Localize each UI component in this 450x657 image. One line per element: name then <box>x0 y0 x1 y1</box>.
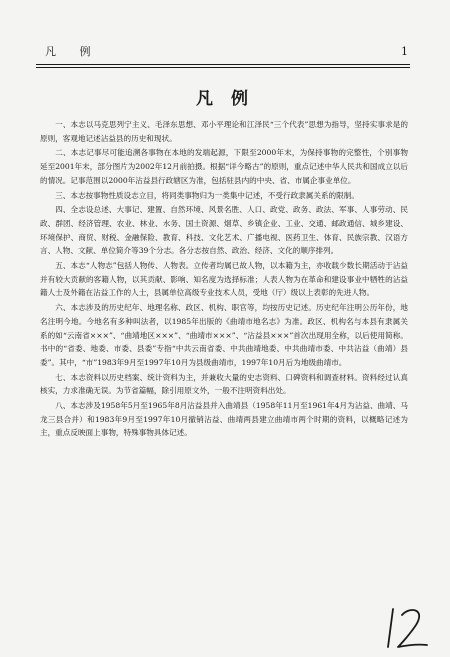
paragraph: 三、本志按事物性质设志立目，将同类事物归为一类集中记述，不受行政隶属关系的限制。 <box>55 190 359 200</box>
paragraph: 七、本志资料以历史档案、统计资料为主，并兼收大量的史志资料、口碑资料和调查材料。资料经过认真核实，力求准确无误。为节省篇幅，除引用原文外，一般不注明资料出处。 <box>40 372 408 396</box>
header-rule-top <box>36 64 410 65</box>
page-heading: 凡 例 <box>196 89 254 109</box>
paragraph: 四、全志设总述、大事记、建置、自然环境、风景名胜、人口、政党、政务、政法、军事、人事劳动、民政、群团、经济管理、农业、林业、水务、国土资源、烟草、乡镇企业、工业、交通、邮政通信、城乡建设、环境保护、商贸、财税、金融保险、教育、科技、文化艺术、广播电视、医药卫生、体育、民族宗教、汉语方言、人物、文献、单位简介等39个分志。各分志按自然、政治、经济、文化的顺序排列。 <box>40 205 408 256</box>
paragraph: 一、本志以马克思列宁主义、毛泽东思想、邓小平理论和江泽民“三个代表”思想为指导，坚持实事求是的原则，客观地记述沾益县的历史和现状。 <box>40 120 408 143</box>
paragraph: 六、本志涉及的历史纪年、地理名称、政区、机构、职官等，均按历史记述。历史纪年注明公历年份，地名注明今地。今地名有多种叫法者，以1985年出版的《曲靖市地名志》为准。政区、机构名与本县有隶属关系的如“云南省×××”、“曲靖地区×××”、“曲靖市×××”、“沾益县×××”首次出现用全称，以后使用简称。书中的“省委、地委、市委、县委”专指“中共云南省委、中共曲靖地委、中共曲靖市委、中共沾益（曲靖）县委”。其中，“市”1983年9月至1997年10月为县级曲靖市，1997年10月后为地级曲靖市。 <box>40 303 408 367</box>
running-head-title: 凡 例 <box>45 45 101 58</box>
header-rule-bottom <box>36 67 410 68</box>
paragraph: 五、本志“人物志”包括人物传、人物表。立传者均属已故人物，以本籍为主，亦收载少数长期活动于沾益并有较大贡献的客籍人物，以其贡献、影响、知名度为选择标准；人表人物为在革命和建设事业中牺牲的沾益籍人士及外籍在沾益工作的人士，县属单位高级专业技术人员，受地（厅）级以上表彰的先进人物。 <box>40 261 408 298</box>
body-text <box>40 118 408 441</box>
paragraph: 八、本志涉及1958年5月至1965年8月沾益县并入曲靖县（1958年11月至1961年4月为沾益、曲靖、马龙三县合并）和1983年9月至1997年10月撤销沾益、曲靖两县建立曲靖市两个时期的资料，以概略记述为主，重点反映面上事物，特殊事物具体记述。 <box>40 401 408 438</box>
paragraph: 二、本志记事尽可能追溯各事物在本地的发端起源，下限至2000年末，为保持事物的完整性，个别事物延至2001年末，部分图片为2002年12月前拍摄。根据“详今略古”的原则，重点记述中华人民共和国成立以后的情况。记事范围以2000年沾益县行政辖区为准，包括驻县内的中央、省、市属企事业单位。 <box>40 148 408 185</box>
running-head <box>45 44 408 60</box>
handwritten-mark <box>384 603 430 651</box>
page-number: 1 <box>401 45 408 58</box>
